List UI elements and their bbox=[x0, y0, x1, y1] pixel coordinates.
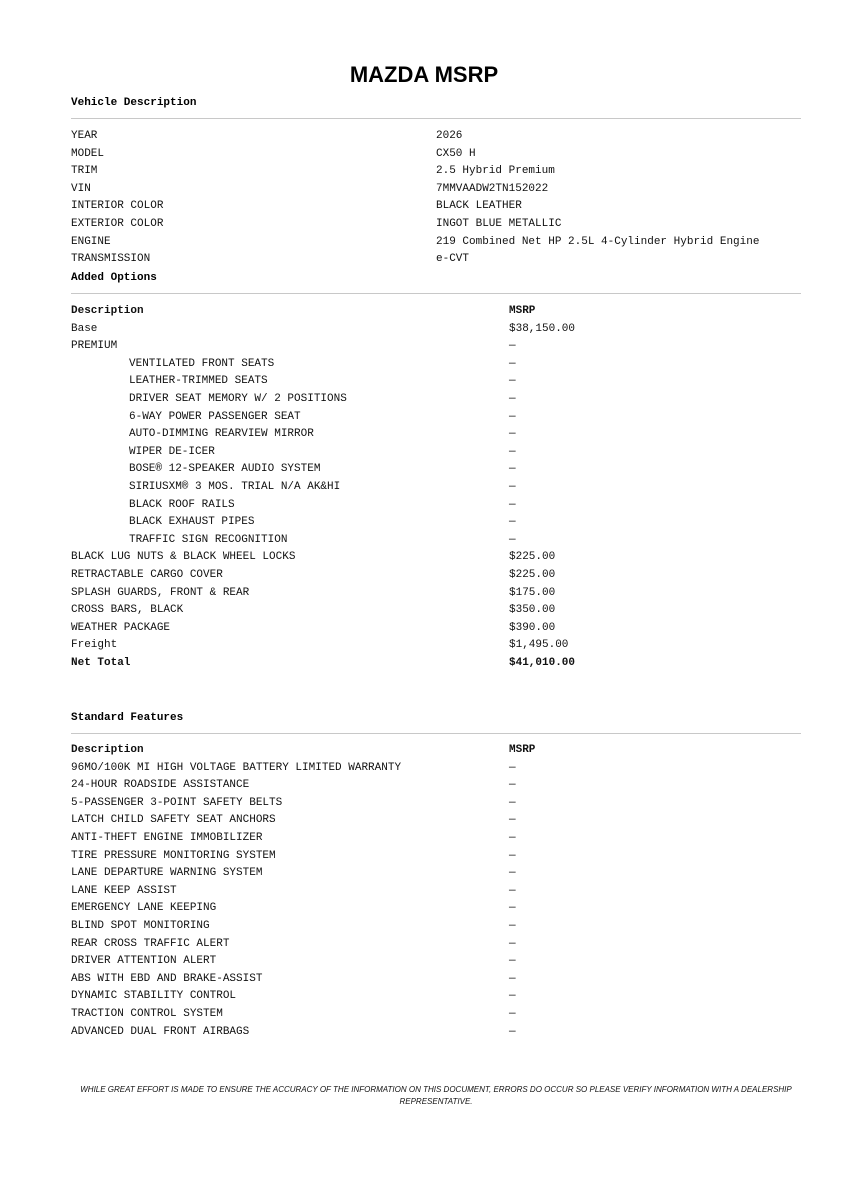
feature-description: 5-PASSENGER 3-POINT SAFETY BELTS bbox=[71, 796, 283, 809]
feature-description: EMERGENCY LANE KEEPING bbox=[71, 902, 217, 915]
table-row bbox=[71, 637, 801, 655]
table-row bbox=[71, 830, 801, 848]
table-row bbox=[71, 409, 801, 427]
feature-msrp: — bbox=[509, 919, 516, 932]
table-header bbox=[71, 303, 801, 321]
table-row bbox=[71, 988, 801, 1006]
feature-description: LANE KEEP ASSIST bbox=[71, 884, 177, 897]
feature-msrp: — bbox=[509, 831, 516, 844]
option-description: Freight bbox=[71, 639, 118, 652]
table-row bbox=[71, 795, 801, 813]
option-description: Base bbox=[71, 322, 98, 335]
feature-msrp: — bbox=[509, 849, 516, 862]
option-msrp: $390.00 bbox=[509, 621, 556, 634]
divider bbox=[71, 118, 801, 119]
table-row bbox=[71, 356, 801, 374]
table-row bbox=[71, 777, 801, 795]
feature-msrp: — bbox=[509, 1025, 516, 1038]
option-description: SPLASH GUARDS, FRONT & REAR bbox=[71, 586, 250, 599]
option-msrp: $1,495.00 bbox=[509, 639, 569, 652]
table-row bbox=[71, 479, 801, 497]
option-msrp: — bbox=[509, 516, 516, 529]
option-msrp: — bbox=[509, 375, 516, 388]
option-msrp: $225.00 bbox=[509, 568, 556, 581]
option-description: BOSE® 12-SPEAKER AUDIO SYSTEM bbox=[129, 463, 321, 476]
table-row bbox=[71, 602, 801, 620]
option-msrp: — bbox=[509, 340, 516, 353]
vehicle-label: TRANSMISSION bbox=[71, 253, 151, 266]
divider bbox=[71, 733, 801, 734]
standard-features-title: Standard Features bbox=[71, 712, 184, 724]
option-description: CROSS BARS, BLACK bbox=[71, 604, 184, 617]
vehicle-row-model bbox=[71, 146, 801, 164]
option-description: WIPER DE-ICER bbox=[129, 445, 215, 458]
option-description: WEATHER PACKAGE bbox=[71, 621, 171, 634]
table-row bbox=[71, 461, 801, 479]
table-row bbox=[71, 585, 801, 603]
table-row bbox=[71, 620, 801, 638]
vehicle-value: CX50 H bbox=[436, 147, 476, 160]
vehicle-value: 219 Combined Net HP 2.5L 4-Cylinder Hybrid Engine bbox=[436, 235, 760, 248]
vehicle-row-year bbox=[71, 128, 801, 146]
option-msrp: — bbox=[509, 410, 516, 423]
table-header bbox=[71, 742, 801, 760]
vehicle-description-title: Vehicle Description bbox=[71, 97, 197, 109]
vehicle-label: MODEL bbox=[71, 147, 105, 160]
table-row bbox=[71, 514, 801, 532]
feature-description: DYNAMIC STABILITY CONTROL bbox=[71, 990, 237, 1003]
standard-features-table bbox=[71, 742, 801, 1041]
feature-msrp: — bbox=[509, 796, 516, 809]
table-row bbox=[71, 918, 801, 936]
feature-description: TRACTION CONTROL SYSTEM bbox=[71, 1007, 223, 1020]
vehicle-value: 2026 bbox=[436, 130, 463, 142]
vehicle-value: 2.5 Hybrid Premium bbox=[436, 165, 555, 178]
table-row bbox=[71, 567, 801, 585]
option-description: BLACK EXHAUST PIPES bbox=[129, 516, 255, 529]
option-description: PREMIUM bbox=[71, 340, 118, 353]
net-total-value: $41,010.00 bbox=[509, 656, 576, 669]
feature-description: 24-HOUR ROADSIDE ASSISTANCE bbox=[71, 779, 250, 792]
table-row bbox=[71, 426, 801, 444]
added-options-table bbox=[71, 303, 801, 672]
option-msrp: $38,150.00 bbox=[509, 322, 576, 335]
table-row bbox=[71, 900, 801, 918]
vehicle-value: 7MMVAADW2TN152022 bbox=[436, 182, 549, 195]
vehicle-value: BLACK LEATHER bbox=[436, 200, 522, 213]
option-msrp: — bbox=[509, 480, 516, 493]
vehicle-row-trim bbox=[71, 163, 801, 181]
table-row bbox=[71, 373, 801, 391]
vehicle-row-engine bbox=[71, 234, 801, 252]
feature-msrp: — bbox=[509, 955, 516, 968]
column-header-description: Description bbox=[71, 305, 144, 317]
feature-description: 96MO/100K MI HIGH VOLTAGE BATTERY LIMITED WARRANTY bbox=[71, 761, 402, 774]
vehicle-label: INTERIOR COLOR bbox=[71, 200, 164, 213]
table-row bbox=[71, 532, 801, 550]
table-row bbox=[71, 1006, 801, 1024]
vehicle-description-table bbox=[71, 128, 801, 269]
divider bbox=[71, 293, 801, 294]
feature-description: ANTI-THEFT ENGINE IMMOBILIZER bbox=[71, 831, 263, 844]
feature-msrp: — bbox=[509, 761, 516, 774]
option-msrp: — bbox=[509, 498, 516, 511]
option-msrp: — bbox=[509, 533, 516, 546]
vehicle-row-vin bbox=[71, 181, 801, 199]
table-row bbox=[71, 497, 801, 515]
option-description: AUTO-DIMMING REARVIEW MIRROR bbox=[129, 428, 314, 441]
option-description: SIRIUSXM® 3 MOS. TRIAL N/A AK&HI bbox=[129, 480, 341, 493]
table-row bbox=[71, 936, 801, 954]
table-row bbox=[71, 338, 801, 356]
feature-description: ADVANCED DUAL FRONT AIRBAGS bbox=[71, 1025, 250, 1038]
feature-msrp: — bbox=[509, 779, 516, 792]
table-row bbox=[71, 971, 801, 989]
vehicle-row-transmission bbox=[71, 251, 801, 269]
table-row bbox=[71, 1024, 801, 1042]
option-description: RETRACTABLE CARGO COVER bbox=[71, 568, 223, 581]
disclaimer-text: WHILE GREAT EFFORT IS MADE TO ENSURE THE ACCURACY OF THE INFORMATION ON THIS DOCUMENT, ERRORS DO OCCUR SO PLEASE VERIFY INFORMATION WITH A DEALERSHIP REPRESENTATIVE. bbox=[80, 1085, 792, 1106]
feature-msrp: — bbox=[509, 867, 516, 880]
table-row bbox=[71, 321, 801, 339]
table-row bbox=[71, 760, 801, 778]
option-description: VENTILATED FRONT SEATS bbox=[129, 357, 275, 370]
option-description: BLACK ROOF RAILS bbox=[129, 498, 235, 511]
feature-msrp: — bbox=[509, 937, 516, 950]
feature-description: LATCH CHILD SAFETY SEAT ANCHORS bbox=[71, 814, 276, 827]
table-row bbox=[71, 444, 801, 462]
option-msrp: — bbox=[509, 357, 516, 370]
table-row bbox=[71, 883, 801, 901]
table-row bbox=[71, 549, 801, 567]
feature-msrp: — bbox=[509, 990, 516, 1003]
feature-msrp: — bbox=[509, 884, 516, 897]
column-header-msrp: MSRP bbox=[509, 305, 536, 317]
net-total-label: Net Total bbox=[71, 656, 131, 669]
option-msrp: — bbox=[509, 445, 516, 458]
page-title: MAZDA MSRP bbox=[349, 62, 499, 87]
feature-msrp: — bbox=[509, 902, 516, 915]
option-description: LEATHER-TRIMMED SEATS bbox=[129, 375, 268, 388]
vehicle-label: ENGINE bbox=[71, 235, 111, 248]
vehicle-row-exterior-color bbox=[71, 216, 801, 234]
table-row bbox=[71, 953, 801, 971]
column-header-msrp: MSRP bbox=[509, 744, 536, 756]
vehicle-label: VIN bbox=[71, 182, 91, 195]
table-row bbox=[71, 391, 801, 409]
vehicle-value: e-CVT bbox=[436, 253, 470, 266]
column-header-description: Description bbox=[71, 744, 144, 756]
feature-description: BLIND SPOT MONITORING bbox=[71, 919, 210, 932]
option-description: DRIVER SEAT MEMORY W/ 2 POSITIONS bbox=[129, 392, 347, 405]
option-msrp: $350.00 bbox=[509, 604, 556, 617]
vehicle-row-interior-color bbox=[71, 198, 801, 216]
net-total-row bbox=[71, 655, 801, 673]
option-msrp: — bbox=[509, 463, 516, 476]
vehicle-label: TRIM bbox=[71, 165, 98, 178]
vehicle-value: INGOT BLUE METALLIC bbox=[436, 217, 562, 230]
option-msrp: $175.00 bbox=[509, 586, 556, 599]
option-description: BLACK LUG NUTS & BLACK WHEEL LOCKS bbox=[71, 551, 296, 564]
feature-description: REAR CROSS TRAFFIC ALERT bbox=[71, 937, 230, 950]
option-msrp: $225.00 bbox=[509, 551, 556, 564]
table-row bbox=[71, 865, 801, 883]
feature-msrp: — bbox=[509, 1007, 516, 1020]
option-msrp: — bbox=[509, 392, 516, 405]
table-row bbox=[71, 848, 801, 866]
feature-msrp: — bbox=[509, 972, 516, 985]
feature-description: DRIVER ATTENTION ALERT bbox=[71, 955, 217, 968]
option-description: TRAFFIC SIGN RECOGNITION bbox=[129, 533, 288, 546]
vehicle-label: EXTERIOR COLOR bbox=[71, 217, 164, 230]
feature-description: ABS WITH EBD AND BRAKE-ASSIST bbox=[71, 972, 263, 985]
feature-description: LANE DEPARTURE WARNING SYSTEM bbox=[71, 867, 263, 880]
option-description: 6-WAY POWER PASSENGER SEAT bbox=[129, 410, 301, 423]
option-msrp: — bbox=[509, 428, 516, 441]
feature-msrp: — bbox=[509, 814, 516, 827]
feature-description: TIRE PRESSURE MONITORING SYSTEM bbox=[71, 849, 276, 862]
table-row bbox=[71, 812, 801, 830]
added-options-title: Added Options bbox=[71, 272, 157, 284]
vehicle-label: YEAR bbox=[71, 130, 98, 142]
